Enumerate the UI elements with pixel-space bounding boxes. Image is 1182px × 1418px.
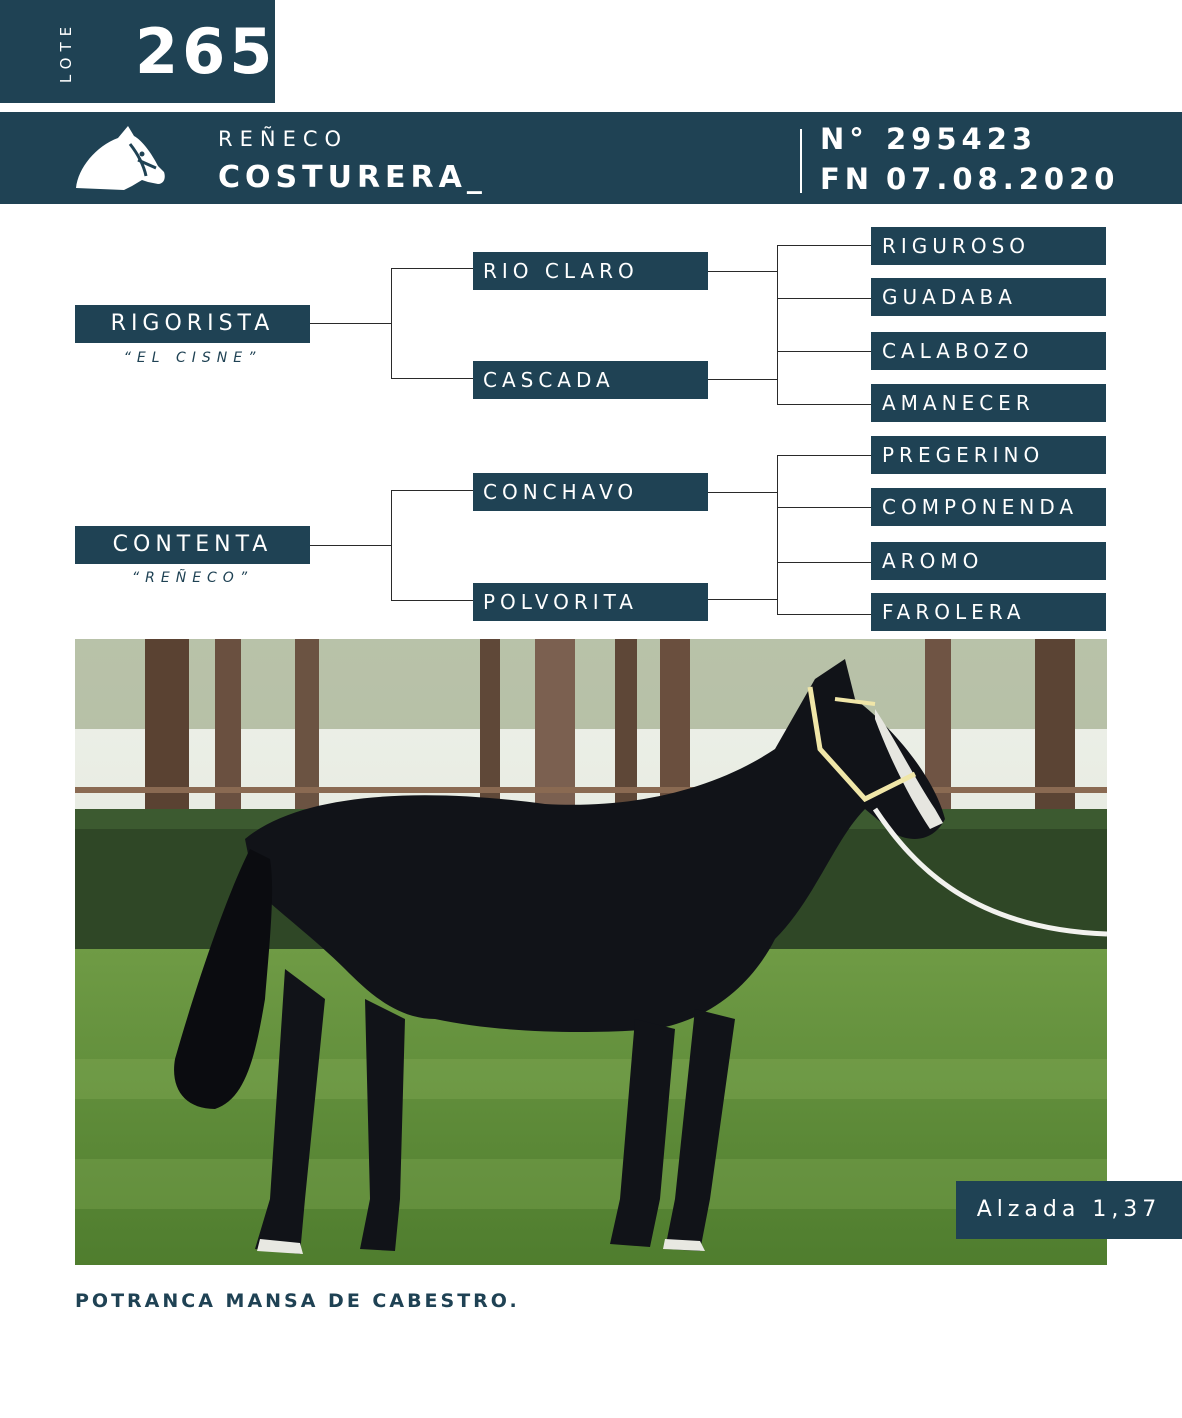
header-divider bbox=[800, 129, 802, 193]
connector-line bbox=[777, 351, 871, 352]
lot-label: LOTE bbox=[57, 20, 75, 84]
dam-breeder: “REÑECO” bbox=[131, 570, 254, 586]
connector-line bbox=[391, 268, 392, 379]
connector-line bbox=[708, 379, 778, 380]
sire-breeder: “EL CISNE” bbox=[123, 350, 262, 366]
connector-line bbox=[777, 614, 871, 615]
connector-line bbox=[391, 268, 473, 269]
horse-name: COSTURERA_ bbox=[218, 160, 487, 195]
description-note: POTRANCA MANSA DE CABESTRO. bbox=[75, 1290, 520, 1312]
great-grandparent-box: GUADABA bbox=[871, 278, 1106, 316]
birth-date: 07.08.2020 bbox=[886, 162, 1120, 196]
connector-line bbox=[777, 298, 871, 299]
grandparent-box: CASCADA bbox=[473, 361, 708, 399]
registration-number: 295423 bbox=[886, 122, 1038, 156]
grandparent-box: POLVORITA bbox=[473, 583, 708, 621]
great-grandparent-box: CALABOZO bbox=[871, 332, 1106, 370]
connector-line bbox=[310, 323, 392, 324]
connector-line bbox=[391, 600, 473, 601]
connector-line bbox=[777, 404, 871, 405]
horse-photo bbox=[75, 639, 1107, 1265]
connector-line bbox=[777, 455, 778, 615]
great-grandparent-box: PREGERINO bbox=[871, 436, 1106, 474]
connector-line bbox=[708, 492, 778, 493]
connector-line bbox=[708, 599, 778, 600]
sire-name: RIGORISTA bbox=[75, 305, 310, 343]
grandparent-box: RIO CLARO bbox=[473, 252, 708, 290]
grandparent-box: CONCHAVO bbox=[473, 473, 708, 511]
breeder-name: REÑECO bbox=[218, 127, 349, 151]
horse-head-icon bbox=[72, 124, 168, 194]
registration-row bbox=[820, 122, 1037, 156]
great-grandparent-box: COMPONENDA bbox=[871, 488, 1106, 526]
lot-number: 265 bbox=[135, 15, 277, 88]
connector-line bbox=[708, 271, 778, 272]
height-badge: Alzada 1,37 bbox=[956, 1181, 1182, 1239]
great-grandparent-box: FAROLERA bbox=[871, 593, 1106, 631]
connector-line bbox=[391, 378, 473, 379]
great-grandparent-box: AROMO bbox=[871, 542, 1106, 580]
connector-line bbox=[310, 545, 392, 546]
connector-line bbox=[777, 455, 871, 456]
lot-box bbox=[0, 0, 275, 103]
connector-line bbox=[391, 490, 392, 601]
birth-date-label: FN bbox=[820, 162, 875, 196]
registration-label: N° bbox=[820, 122, 869, 156]
great-grandparent-box: RIGUROSO bbox=[871, 227, 1106, 265]
connector-line bbox=[777, 245, 871, 246]
dam-name: CONTENTA bbox=[75, 526, 310, 564]
connector-line bbox=[777, 245, 778, 405]
birth-date-row bbox=[820, 162, 1119, 196]
connector-line bbox=[391, 490, 473, 491]
connector-line bbox=[777, 562, 871, 563]
great-grandparent-box: AMANECER bbox=[871, 384, 1106, 422]
connector-line bbox=[777, 507, 871, 508]
